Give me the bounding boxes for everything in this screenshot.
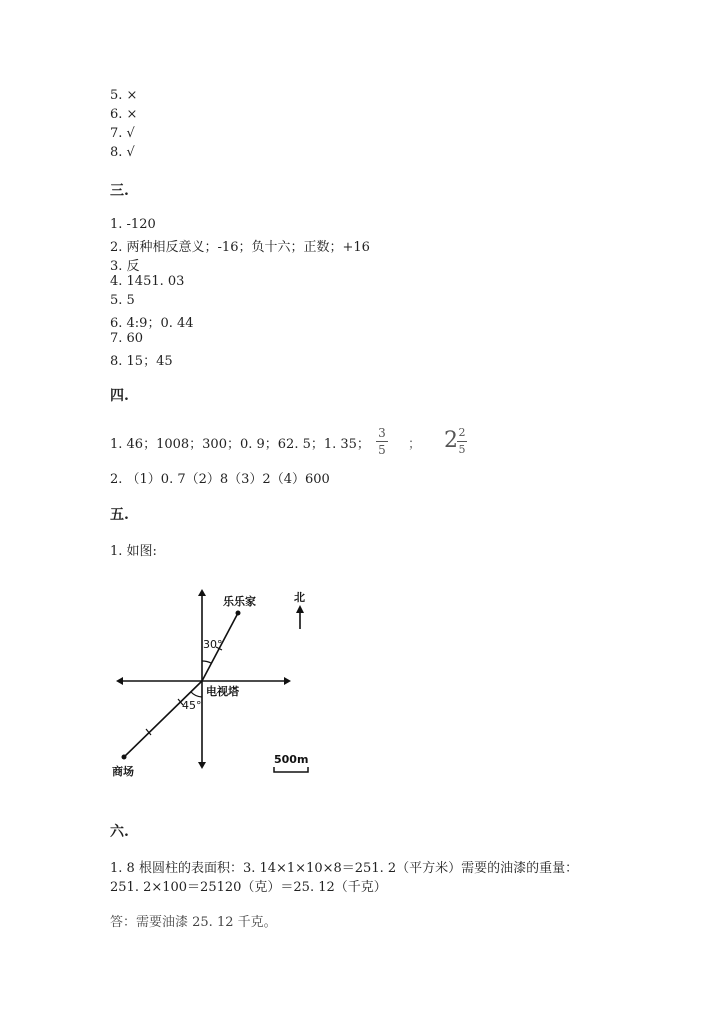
fraction-denominator: 5 [458,443,466,456]
scale-bar [274,767,308,772]
answer-item: 2. （1）0. 7（2）8（3）2（4）600 [110,472,330,487]
label-mall: 商场 [112,765,134,778]
ray-to-mall [124,681,202,757]
section-heading: 三. [110,183,129,199]
scale-label: 500m [274,753,309,766]
mixed-number-whole: 2 [444,428,458,453]
answer-item: 1. 46；1008；300；0. 9；62. 5；1. 35； [110,437,370,452]
angle-arc-30 [202,661,211,663]
arrow-south-icon [198,762,206,769]
answer-item: 8. 15；45 [110,354,173,369]
section-heading: 六. [110,824,129,840]
answer-item: 5. × [110,88,138,103]
label-tv-tower: 电视塔 [206,685,239,698]
answer-item: 7. 60 [110,331,144,346]
mixed-number-fraction [457,426,467,457]
final-answer: 答：需要油漆 25. 12 千克。 [110,915,277,930]
section-heading: 四. [110,388,129,404]
solution-line: 1. 8 根圆柱的表面积：3. 14×1×10×8＝251. 2（平方米）需要的油漆的重量： [110,861,579,876]
fraction-numerator: 2 [458,426,466,439]
answer-item: 6. × [110,107,138,122]
answer-item: 6. 4:9；0. 44 [110,316,194,331]
answer-item: 7. √ [110,126,135,141]
point-mall [122,755,127,760]
point-lele-home [236,611,241,616]
fraction-numerator: 3 [378,426,386,440]
label-angle-30: 30° [203,638,223,651]
fraction-denominator: 5 [378,443,386,457]
angle-arc-45 [191,692,202,697]
arrow-north-icon [198,589,206,596]
section-heading: 五. [110,507,129,523]
arrow-west-icon [116,677,123,685]
solution-line: 251. 2×100＝25120（克）＝25. 12（千克） [110,880,387,895]
answer-item: 5. 5 [110,293,135,308]
answer-item: 8. √ [110,145,135,160]
direction-diagram [110,585,350,785]
north-arrow-icon [296,605,304,613]
answer-item: 1. -120 [110,217,156,232]
answer-item: 1. 如图: [110,544,157,559]
label-lele-home: 乐乐家 [223,595,256,608]
fraction [376,426,388,457]
label-north: 北 [294,591,305,604]
arrow-east-icon [284,677,291,685]
label-angle-45: 45° [182,699,202,712]
answer-item: 2. 两种相反意义；-16；负十六；正数；+16 [110,240,370,255]
answer-item: 4. 1451. 03 [110,274,185,289]
answer-item: 3. 反 [110,259,140,274]
separator: ； [408,437,422,452]
